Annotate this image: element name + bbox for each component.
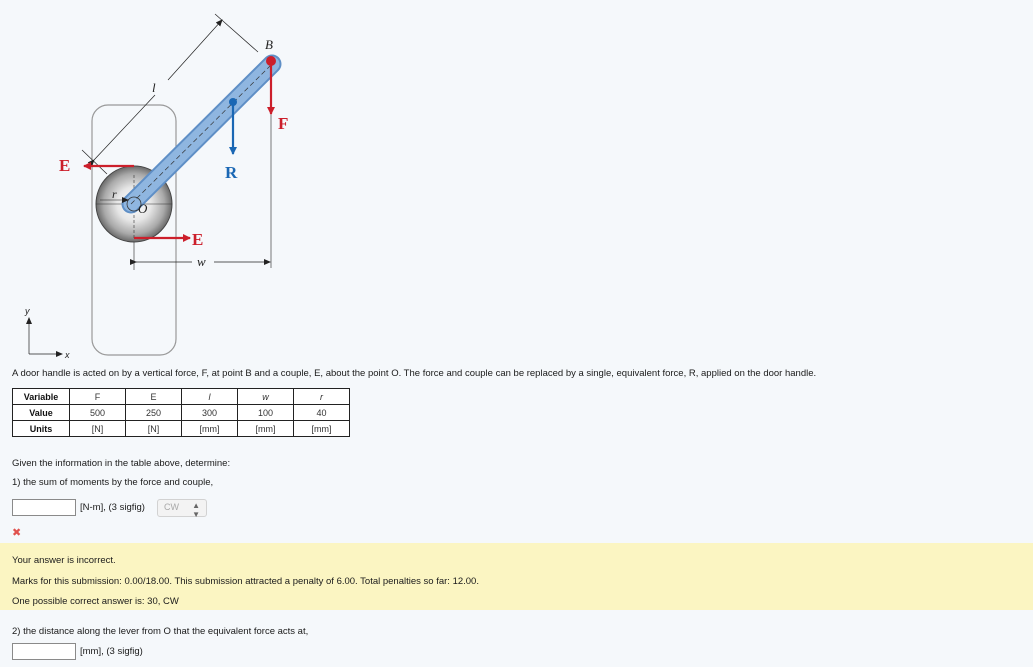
answer-2-unit: [mm], (3 sigfig) [80,646,143,657]
direction-select[interactable] [157,499,207,517]
row-header: Units [13,421,70,437]
variables-table [12,388,350,437]
row-header: Value [13,405,70,421]
axis-x-label: x [65,350,70,360]
answer-2-input[interactable] [12,643,76,660]
table-cell: r [294,389,350,405]
problem-statement: A door handle is acted on by a vertical force, F, at point B and a couple, E, about the point O. The force and couple can be replaced by a single, equivalent force, R, applied on the door handle. [12,368,817,379]
table-cell: F [70,389,126,405]
table-row [13,421,350,437]
feedback-status: Your answer is incorrect. [12,555,116,566]
table-cell: 100 [238,405,294,421]
label-F: F [278,114,289,133]
question-1-text: 1) the sum of moments by the force and couple, [12,477,214,488]
table-cell: 40 [294,405,350,421]
question-2-text: 2) the distance along the lever from O that the equivalent force acts at, [12,626,309,637]
label-O: O [138,201,148,216]
answer-1-input[interactable] [12,499,76,516]
table-cell: l [182,389,238,405]
feedback-correct-answer: One possible correct answer is: 30, CW [12,596,179,607]
table-row [13,405,350,421]
table-cell: [mm] [294,421,350,437]
row-header: Variable [13,389,70,405]
label-w: w [197,254,206,269]
table-cell: [mm] [238,421,294,437]
label-r: r [112,187,117,201]
table-cell: w [238,389,294,405]
table-cell: 250 [126,405,182,421]
direction-select-value: CW [164,502,179,512]
label-l: l [152,80,156,95]
select-arrows-icon: ▲ ▼ [192,501,200,519]
label-E-left: E [59,156,71,175]
label-E-right: E [192,230,204,249]
table-cell: 500 [70,405,126,421]
axis-y-label: y [25,306,30,316]
given-text: Given the information in the table above, determine: [12,458,231,469]
answer-1-unit: [N-m], (3 sigfig) [80,502,145,513]
incorrect-icon: ✖ [12,527,22,539]
label-B: B [265,37,273,52]
table-cell: [mm] [182,421,238,437]
table-cell: 300 [182,405,238,421]
table-cell: E [126,389,182,405]
feedback-marks: Marks for this submission: 0.00/18.00. This submission attracted a penalty of 6.00. Total penalties so far: 12.00. [12,576,479,587]
table-row [13,389,350,405]
label-R: R [225,163,238,182]
table-cell: [N] [70,421,126,437]
feedback-panel [0,543,1033,610]
table-cell: [N] [126,421,182,437]
